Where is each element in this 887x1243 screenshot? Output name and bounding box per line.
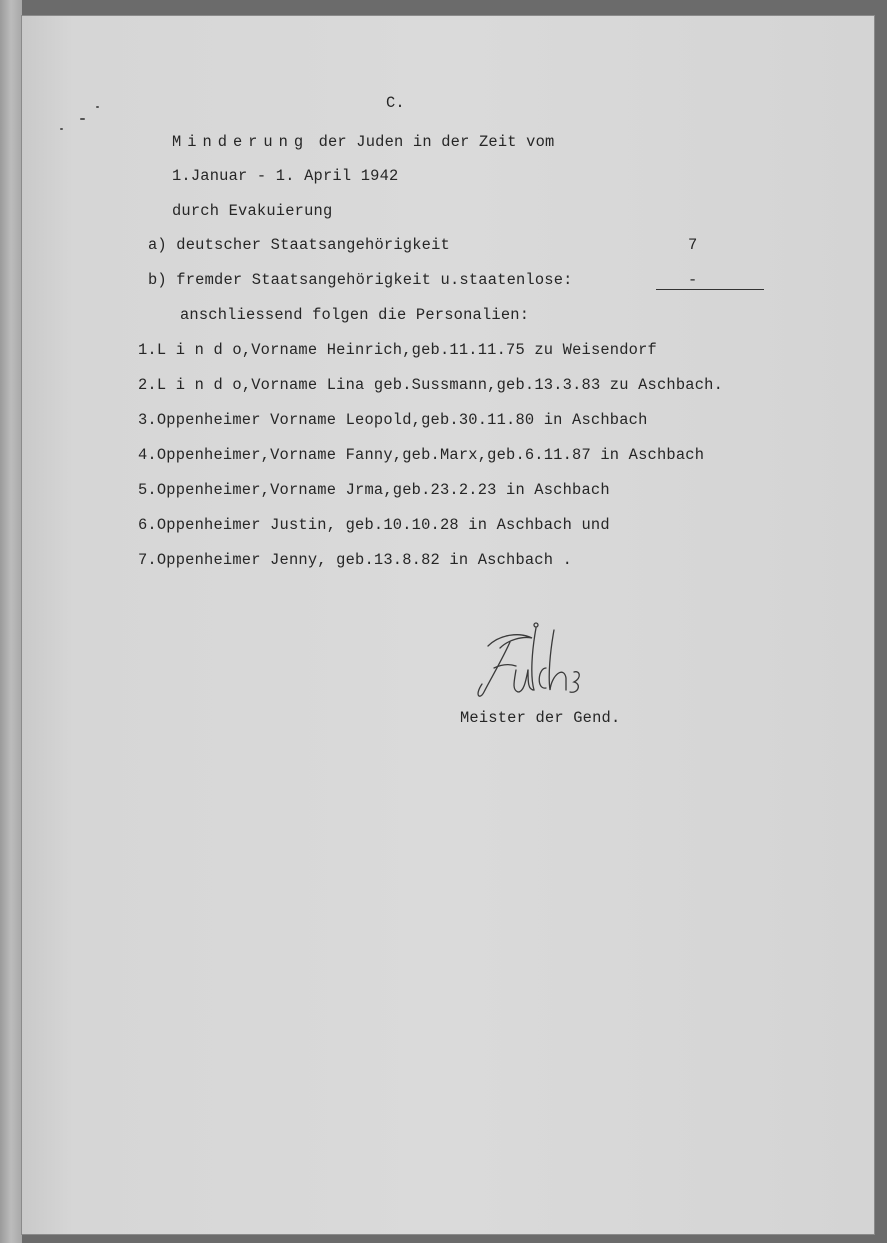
person-number: 6. [138, 516, 157, 534]
intro-line: anschliessend folgen die Personalien: [180, 306, 530, 324]
person-row [138, 516, 610, 534]
count-a-value: 7 [688, 236, 698, 254]
person-row [138, 481, 610, 499]
person-details: Justin, geb.10.10.28 in Aschbach und [260, 516, 610, 534]
person-details: ,Vorname Fanny,geb.Marx,geb.6.11.87 in Aschbach [260, 446, 705, 464]
person-surname: L i n d o [156, 341, 242, 359]
heading-period: 1.Januar - 1. April 1942 [172, 167, 399, 185]
person-row [138, 411, 648, 429]
person-row [138, 551, 572, 569]
count-b-underline [656, 289, 764, 290]
binding-edge [0, 0, 22, 1243]
document-page [22, 16, 874, 1234]
paper-speck [80, 118, 85, 120]
heading-title-spaced: Minderung [172, 133, 310, 151]
person-details: ,Vorname Heinrich,geb.11.11.75 zu Weisendorf [241, 341, 657, 359]
person-number: 1. [138, 341, 157, 359]
handwritten-signature [470, 620, 610, 710]
paper-speck [60, 128, 63, 130]
person-number: 4. [138, 446, 157, 464]
person-details: ,Vorname Lina geb.Sussmann,geb.13.3.83 zu Aschbach. [241, 376, 724, 394]
signature-title: Meister der Gend. [460, 709, 621, 727]
count-a-label: a) deutscher Staatsangehörigkeit [148, 236, 450, 254]
heading-reason: durch Evakuierung [172, 202, 333, 220]
person-row [138, 446, 704, 464]
person-row [138, 341, 657, 359]
person-surname: Oppenheimer [156, 446, 261, 464]
person-number: 2. [138, 376, 157, 394]
person-row [138, 376, 723, 394]
person-surname: L i n d o [156, 376, 242, 394]
person-details: Jenny, geb.13.8.82 in Aschbach . [260, 551, 573, 569]
heading-title-rest: der Juden in der Zeit vom [318, 133, 555, 151]
person-details: ,Vorname Jrma,geb.23.2.23 in Aschbach [260, 481, 610, 499]
person-surname: Oppenheimer [156, 551, 261, 569]
person-surname: Oppenheimer [156, 411, 261, 429]
person-details: Vorname Leopold,geb.30.11.80 in Aschbach [260, 411, 648, 429]
person-number: 3. [138, 411, 157, 429]
count-b-label: b) fremder Staatsangehörigkeit u.staatenlose: [148, 271, 573, 289]
person-number: 5. [138, 481, 157, 499]
paper-speck [96, 106, 99, 108]
section-letter: C. [386, 94, 405, 112]
person-number: 7. [138, 551, 157, 569]
person-surname: Oppenheimer [156, 516, 261, 534]
heading-line-1 [172, 133, 554, 151]
person-surname: Oppenheimer [156, 481, 261, 499]
count-b-value: - [688, 271, 698, 289]
